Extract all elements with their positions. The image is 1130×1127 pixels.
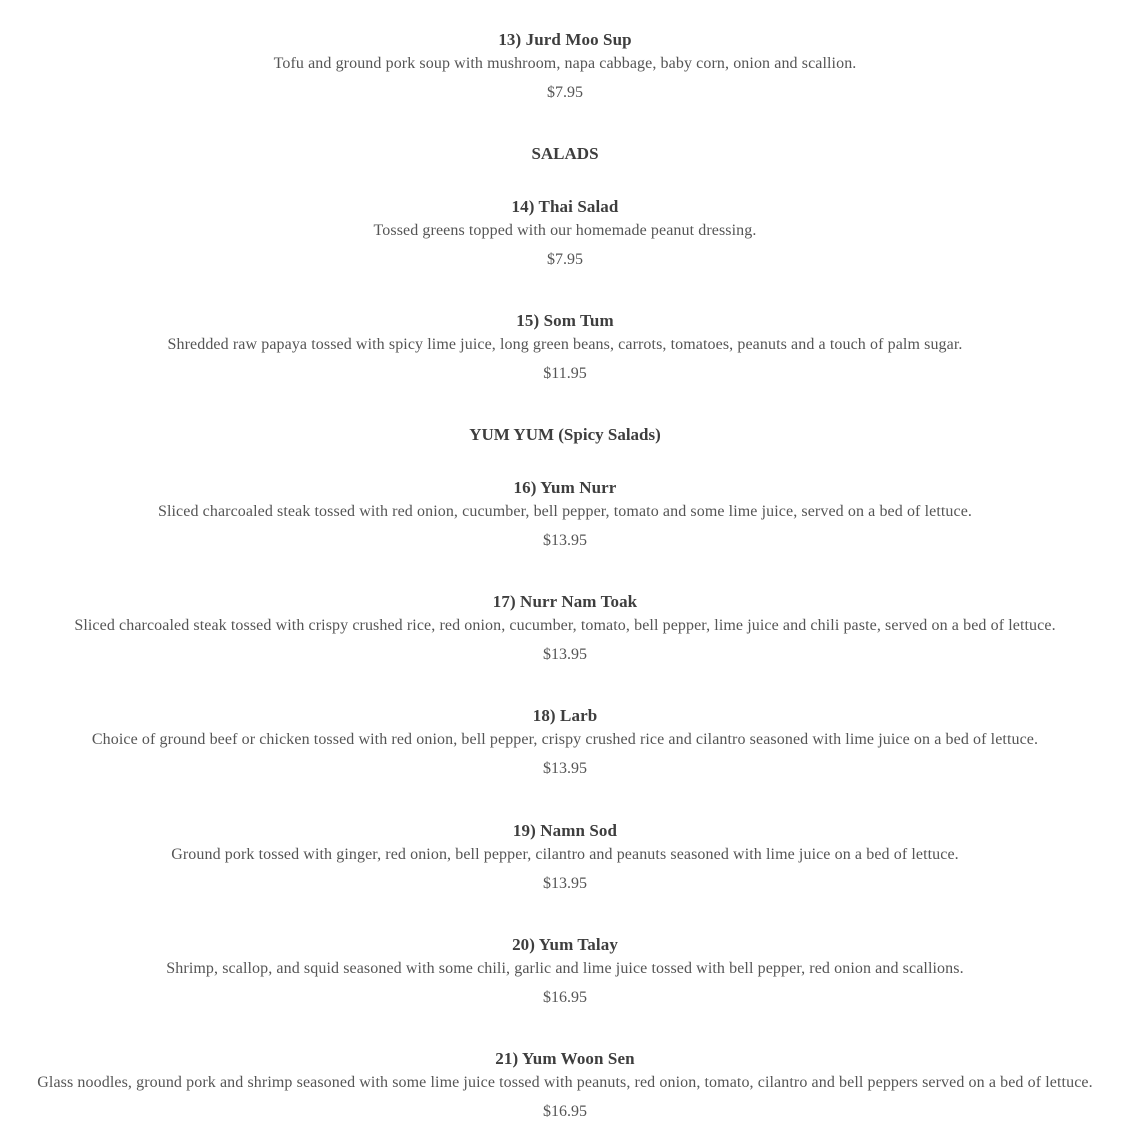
item-description: Shrimp, scallop, and squid seasoned with some chili, garlic and lime juice tossed with bell pepper, red onion and scallions. <box>166 960 964 977</box>
item-name: 15) Som Tum <box>516 311 614 330</box>
item-price: $16.95 <box>543 1103 587 1120</box>
item-description: Choice of ground beef or chicken tossed with red onion, bell pepper, crispy crushed rice and cilantro seasoned with lime juice on a bed of lettuce. <box>91 731 1039 748</box>
item-price: $7.95 <box>547 251 583 268</box>
item-description: Tossed greens topped with our homemade peanut dressing. <box>373 222 757 239</box>
item-price: $13.95 <box>543 646 587 663</box>
item-name: 13) Jurd Moo Sup <box>498 30 632 49</box>
item-name: 21) Yum Woon Sen <box>495 1049 635 1068</box>
item-price: $7.95 <box>547 84 583 101</box>
item-description: Sliced charcoaled steak tossed with crispy crushed rice, red onion, cucumber, tomato, bell pepper, lime juice and chili paste, served on a bed of lettuce. <box>74 617 1056 634</box>
item-name: 14) Thai Salad <box>511 197 619 216</box>
menu-item-namn-sod <box>0 821 1130 894</box>
item-price: $13.95 <box>543 875 587 892</box>
item-name: 18) Larb <box>532 706 598 725</box>
section-heading-yum-yum: YUM YUM (Spicy Salads) <box>469 425 661 444</box>
item-description: Sliced charcoaled steak tossed with red onion, cucumber, bell pepper, tomato and some lime juice, served on a bed of lettuce. <box>157 503 973 520</box>
item-description: Ground pork tossed with ginger, red onion, bell pepper, cilantro and peanuts seasoned with lime juice on a bed of lettuce. <box>171 846 959 863</box>
item-name: 16) Yum Nurr <box>513 478 617 497</box>
menu-item-thai-salad <box>0 197 1130 270</box>
menu-item-yum-nurr <box>0 478 1130 551</box>
item-name: 20) Yum Talay <box>512 935 618 954</box>
item-name: 19) Namn Sod <box>512 821 618 840</box>
menu-item-yum-talay <box>0 935 1130 1008</box>
section-heading-salads: SALADS <box>531 144 599 163</box>
menu-item-nurr-nam-toak <box>0 592 1130 665</box>
item-price: $11.95 <box>543 365 587 382</box>
item-name: 17) Nurr Nam Toak <box>492 592 638 611</box>
menu-item-som-tum <box>0 311 1130 384</box>
item-price: $13.95 <box>543 760 587 777</box>
menu-item-larb <box>0 706 1130 779</box>
item-description: Glass noodles, ground pork and shrimp seasoned with some lime juice tossed with peanuts, red onion, tomato, cilantro and bell peppers served on a bed of lettuce. <box>37 1074 1093 1091</box>
menu-item-jurd-moo-sup <box>0 30 1130 103</box>
menu-item-yum-woon-sen <box>0 1049 1130 1122</box>
item-price: $16.95 <box>543 989 587 1006</box>
item-description: Tofu and ground pork soup with mushroom, napa cabbage, baby corn, onion and scallion. <box>273 55 857 72</box>
item-description: Shredded raw papaya tossed with spicy lime juice, long green beans, carrots, tomatoes, peanuts and a touch of palm sugar. <box>167 336 963 353</box>
item-price: $13.95 <box>543 532 587 549</box>
